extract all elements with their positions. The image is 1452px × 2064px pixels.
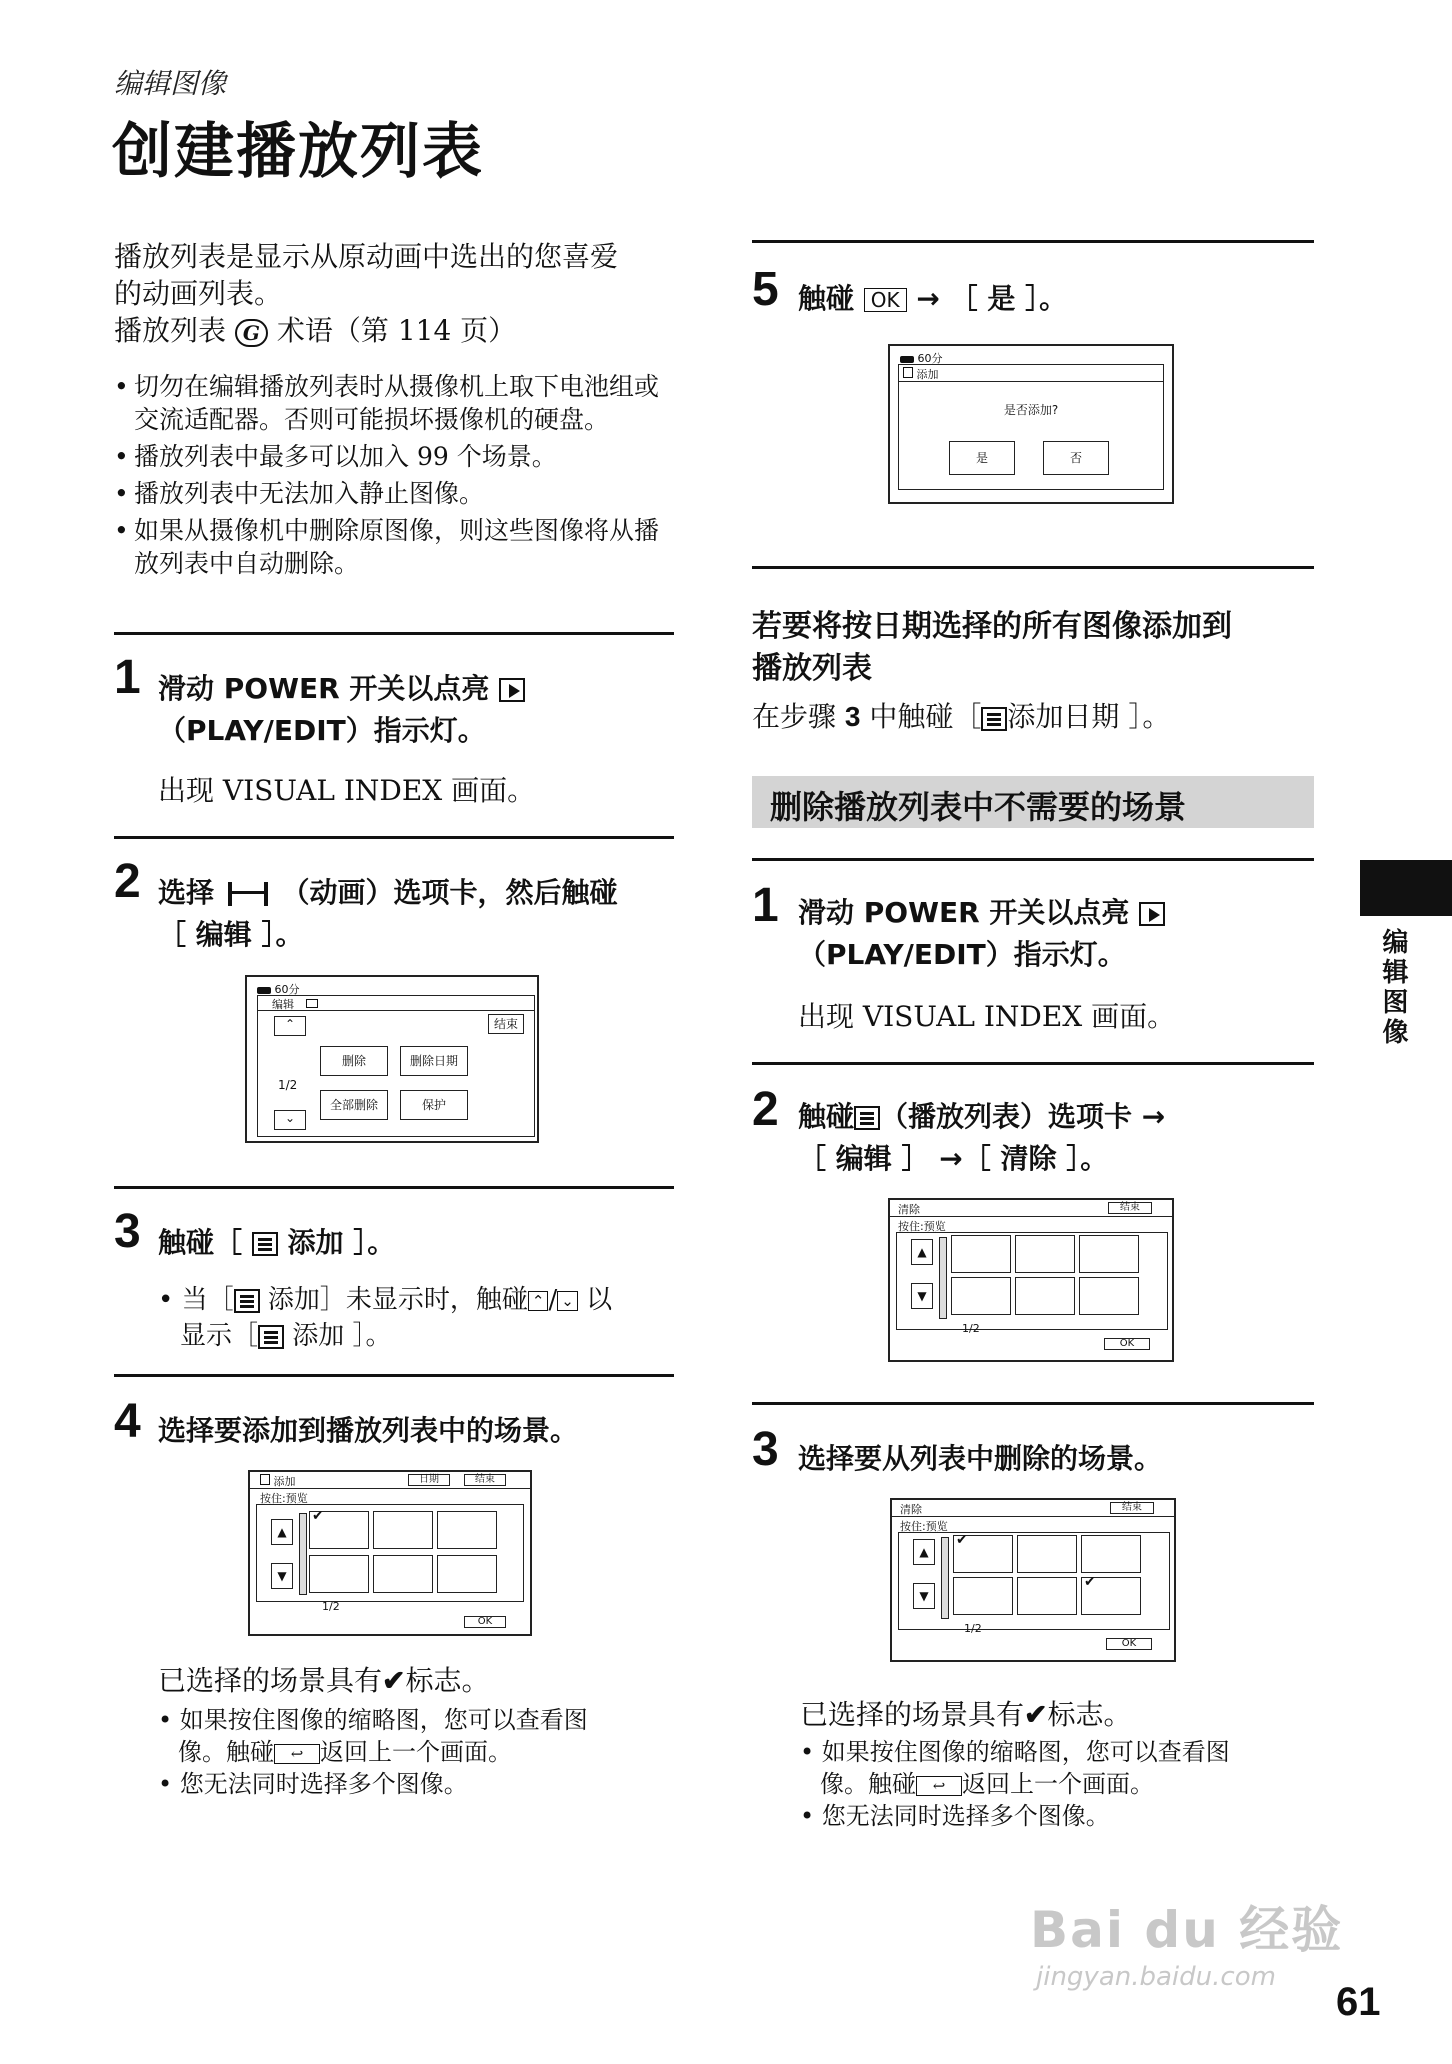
end-button[interactable]: 结束	[1108, 1202, 1152, 1214]
step-5-instruction: 触碰 OK → ［ 是 ］。	[798, 282, 1068, 315]
step-number: 2	[752, 1083, 779, 1136]
step-number: 3	[752, 1423, 779, 1476]
step-number: 4	[114, 1395, 141, 1448]
step-4-instruction: 选择要添加到播放列表中的场景。	[158, 1414, 579, 1447]
return-icon: ↩	[274, 1744, 320, 1764]
ok-button[interactable]: OK	[1106, 1638, 1152, 1650]
scroll-down-button[interactable]: ▼	[271, 1563, 293, 1589]
subsection-title: 删除播放列表中不需要的场景	[770, 788, 1187, 826]
preview-hint: 按住:预览	[900, 1520, 948, 1533]
step-number: 1	[114, 651, 141, 704]
intro-line-3: 播放列表 G 术语（第 114 页）	[114, 314, 517, 347]
scroll-down-button[interactable]: ⌄	[274, 1110, 306, 1130]
playlist-icon	[854, 1106, 880, 1130]
step-number: 2	[114, 855, 141, 908]
checkmark-icon: ✔	[956, 1532, 968, 1548]
scrollbar[interactable]	[299, 1513, 307, 1595]
return-icon: ↩	[916, 1776, 962, 1796]
yes-button[interactable]: 是	[949, 441, 1015, 475]
divider	[752, 240, 1314, 243]
end-button[interactable]: 结束	[488, 1014, 524, 1034]
section-tag: 编辑图像	[114, 67, 227, 100]
delete-date-button[interactable]: 删除日期	[400, 1046, 468, 1076]
battery-icon	[257, 987, 271, 994]
watermark-logo: Bai du 经验	[1030, 1901, 1344, 1959]
confirm-header: 添加	[899, 365, 1163, 382]
playlist-icon	[234, 1289, 260, 1313]
ok-button[interactable]: OK	[464, 1616, 506, 1628]
page-indicator: 1/2	[964, 1622, 982, 1635]
reference-icon: G	[235, 319, 268, 347]
ok-button[interactable]: OK	[1104, 1338, 1150, 1350]
playlist-icon	[258, 1325, 284, 1349]
scene-thumbnail[interactable]	[951, 1277, 1011, 1315]
step-4-notes: • 如果按住图像的缩略图，您可以查看图 像。触碰 ↩ 返回上一个画面。 • 您无法同时选择多个图像。	[158, 1706, 588, 1798]
edit-menu-screen	[245, 975, 539, 1143]
no-button[interactable]: 否	[1043, 441, 1109, 475]
remove-step-3-result: 已选择的场景具有✔标志。	[800, 1698, 1132, 1731]
scene-thumbnail[interactable]	[1081, 1574, 1141, 1615]
checkmark-icon: ✔	[1084, 1574, 1096, 1590]
divider	[114, 1374, 674, 1377]
scene-thumbnail[interactable]	[951, 1235, 1011, 1273]
intro-line-2: 的动画列表。	[114, 277, 283, 310]
battery-icon	[900, 356, 914, 363]
divider	[114, 1186, 674, 1189]
playlist-icon	[252, 1232, 278, 1256]
scroll-down-button[interactable]: ▼	[911, 1283, 933, 1309]
ok-icon: OK	[864, 288, 907, 312]
divider	[752, 1062, 1314, 1065]
step-1-result: 出现 VISUAL INDEX 画面。	[158, 774, 536, 807]
remove-step-1-result: 出现 VISUAL INDEX 画面。	[798, 1000, 1176, 1033]
remove-step-3-instruction: 选择要从列表中删除的场景。	[798, 1442, 1163, 1475]
chapter-tab	[1360, 860, 1452, 916]
scene-thumbnail[interactable]	[1081, 1535, 1141, 1573]
checkmark-icon: ✔	[382, 1664, 406, 1697]
list-item: • 播放列表中最多可以加入 99 个场景。	[114, 440, 679, 473]
playlist-icon	[903, 367, 913, 378]
clear-header: 清除 结束	[892, 1500, 1174, 1517]
edit-panel	[257, 995, 535, 1137]
preview-hint: 按住:预览	[898, 1220, 946, 1233]
remove-step-1-instruction: 滑动 POWER 开关以点亮 （PLAY/EDIT）指示灯。	[798, 892, 1318, 976]
divider	[752, 1402, 1314, 1405]
divider	[114, 836, 674, 839]
thumbnail-grid	[256, 1504, 524, 1602]
confirm-question: 是否添加?	[1003, 403, 1059, 417]
chapter-label: 编辑图像	[1378, 928, 1408, 1048]
date-button[interactable]: 日期	[408, 1474, 450, 1486]
checkmark-icon: ✔	[1024, 1698, 1048, 1731]
list-item: • 切勿在编辑播放列表时从摄像机上取下电池组或交流适配器。否则可能损坏摄像机的硬盘。	[114, 370, 679, 436]
scene-thumbnail[interactable]	[437, 1511, 497, 1549]
scene-thumbnail[interactable]	[1017, 1577, 1077, 1615]
delete-all-button[interactable]: 全部删除	[320, 1090, 388, 1120]
intro-line-1: 播放列表是显示从原动画中选出的您喜爱	[114, 240, 619, 273]
remove-step-3-notes: • 如果按住图像的缩略图，您可以查看图 像。触碰 ↩ 返回上一个画面。 • 您无法同时选择多个图像。	[800, 1738, 1230, 1830]
play-icon	[1139, 902, 1165, 926]
thumbnail-grid	[898, 1532, 1170, 1630]
movie-icon	[306, 999, 318, 1008]
protect-button[interactable]: 保护	[400, 1090, 468, 1120]
thumbnail-grid	[896, 1232, 1168, 1330]
scene-thumbnail[interactable]	[309, 1555, 369, 1593]
page-title: 创建播放列表	[112, 117, 484, 187]
clear-scene-screen	[888, 1198, 1174, 1362]
page-indicator: 1/2	[278, 1078, 298, 1092]
clear-header: 清除 结束	[890, 1200, 1172, 1217]
step-number: 5	[752, 263, 779, 316]
scene-thumbnail[interactable]	[1015, 1277, 1075, 1315]
list-item: • 播放列表中无法加入静止图像。	[114, 477, 679, 510]
scroll-up-icon: ⌃	[528, 1291, 549, 1311]
caution-list	[114, 370, 679, 584]
scrollbar[interactable]	[939, 1237, 947, 1319]
movie-tab-icon	[228, 882, 268, 906]
add-scene-screen	[248, 1470, 532, 1636]
edit-tab-bar: 编辑	[258, 996, 534, 1011]
end-button[interactable]: 结束	[464, 1474, 506, 1486]
step-1-instruction: 滑动 POWER 开关以点亮 （PLAY/EDIT）指示灯。	[158, 668, 678, 752]
scroll-up-button[interactable]: ⌃	[274, 1016, 306, 1036]
add-by-date-heading: 若要将按日期选择的所有图像添加到 播放列表	[752, 609, 1232, 686]
scroll-up-button[interactable]: ▲	[271, 1519, 293, 1545]
checkmark-icon: ✔	[312, 1508, 324, 1524]
end-button[interactable]: 结束	[1110, 1502, 1154, 1514]
add-header: 添加 日期 结束	[250, 1472, 530, 1489]
remove-step-2-instruction: 触碰 （播放列表）选项卡 → ［ 编辑 ］ →［ 清除 ］。	[798, 1100, 1166, 1175]
step-3-note: • 当［ 添加］未显示时，触碰 ⌃ / ⌄ 以 显示［ 添加 ］。	[158, 1285, 613, 1351]
step-4-result: 已选择的场景具有✔标志。	[158, 1664, 490, 1697]
scroll-down-icon: ⌄	[557, 1291, 578, 1311]
step-number: 3	[114, 1205, 141, 1258]
scene-thumbnail[interactable]	[953, 1577, 1013, 1615]
page-number: 61	[1336, 1980, 1381, 2024]
clear-select-screen	[890, 1498, 1176, 1662]
scene-thumbnail[interactable]	[1079, 1235, 1139, 1273]
scene-thumbnail[interactable]	[1017, 1535, 1077, 1573]
intro-paragraph	[114, 238, 674, 349]
preview-hint: 按住:预览	[260, 1492, 308, 1505]
divider	[752, 566, 1314, 569]
scroll-up-button[interactable]: ▲	[911, 1239, 933, 1265]
divider	[114, 632, 674, 635]
add-by-date-text: 在步骤 3 中触碰［ 添加日期 ］。	[752, 700, 1171, 733]
playlist-icon	[260, 1474, 270, 1485]
scene-thumbnail[interactable]	[1079, 1277, 1139, 1315]
scroll-up-button[interactable]: ▲	[913, 1539, 935, 1565]
list-item: • 如果从摄像机中删除原图像，则这些图像将从播放列表中自动删除。	[114, 514, 679, 580]
scroll-down-button[interactable]: ▼	[913, 1583, 935, 1609]
subsection-band	[752, 776, 1314, 828]
scene-thumbnail[interactable]	[309, 1508, 369, 1549]
scene-thumbnail[interactable]	[1015, 1235, 1075, 1273]
delete-button[interactable]: 删除	[320, 1046, 388, 1076]
battery-indicator: 60分	[900, 350, 943, 366]
confirm-panel	[898, 364, 1164, 490]
scrollbar[interactable]	[941, 1537, 949, 1619]
play-icon	[499, 678, 525, 702]
step-number: 1	[752, 879, 779, 932]
scene-thumbnail[interactable]	[373, 1555, 433, 1593]
page-indicator: 1/2	[962, 1322, 980, 1335]
scene-thumbnail[interactable]	[953, 1532, 1013, 1573]
step-3-instruction: 触碰［ 添加 ］。	[158, 1226, 396, 1259]
confirm-screen	[888, 344, 1174, 504]
battery-indicator: 60分	[257, 981, 300, 997]
divider	[752, 858, 1314, 861]
watermark-url: jingyan.baidu.com	[1036, 1962, 1276, 1992]
step-2-instruction: 选择 （动画）选项卡，然后触碰 ［ 编辑 ］。	[158, 876, 618, 951]
scene-thumbnail[interactable]	[373, 1511, 433, 1549]
scene-thumbnail[interactable]	[437, 1555, 497, 1593]
playlist-icon	[981, 707, 1007, 731]
page-indicator: 1/2	[322, 1600, 340, 1613]
